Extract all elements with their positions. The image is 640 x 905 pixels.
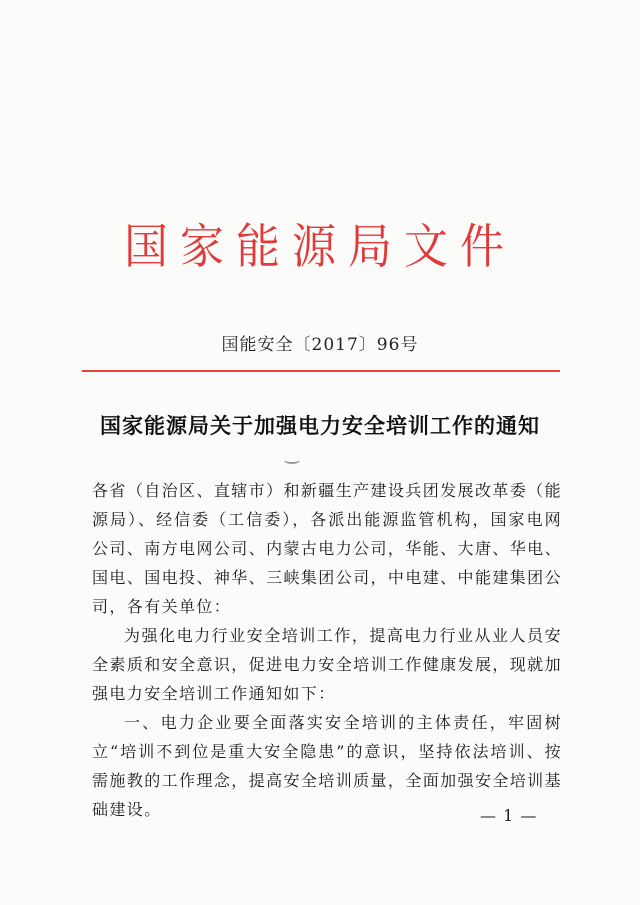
page-number: — 1 — (480, 806, 538, 825)
body-paragraph-2: 一、电力企业要全面落实安全培训的主体责任，牢固树立“培训不到位是重大安全隐患”的意识，坚持依法培训、按需施教的工作理念，提高安全培训质量，全面加强安全培训基础建设。 (92, 713, 562, 819)
document-masthead: 国家能源局文件 (124, 219, 516, 275)
document-title: 国家能源局关于加强电力安全培训工作的通知 (100, 414, 540, 438)
body-paragraph-1: 为强化电力行业安全培训工作，提高电力行业从业人员安全素质和安全意识，促进电力安全培训工作健康发展，现就加强电力安全培训工作通知如下： (92, 626, 562, 703)
ink-mark (284, 456, 300, 464)
document-body (92, 476, 562, 824)
addressees-paragraph: 各省（自治区、直辖市）和新疆生产建设兵团发展改革委（能源局）、经信委（工信委），各派出能源监管机构，国家电网公司、南方电网公司、内蒙古电力公司，华能、大唐、华电、国电、国电投、神华、三峡集团公司，中电建、中能建集团公司，各有关单位： (92, 481, 562, 616)
red-divider-line (82, 370, 560, 372)
document-number: 国能安全〔2017〕96号 (221, 335, 419, 355)
